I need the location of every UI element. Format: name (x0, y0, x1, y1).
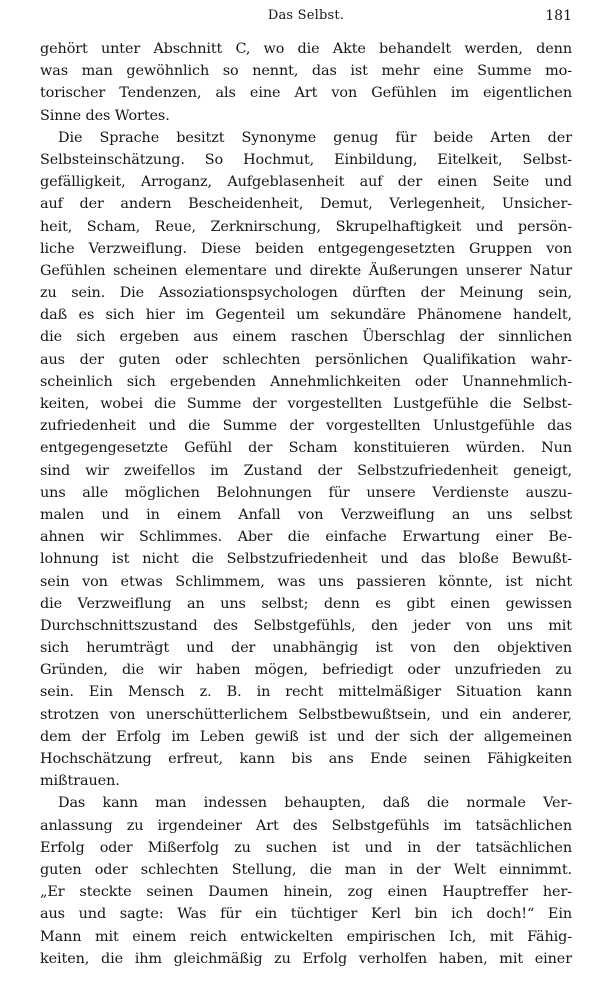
text-line: sein. Ein Mensch z. B. in recht mittelmäßiger Situation kann (40, 684, 572, 701)
text-line: die Verzweiflung an uns selbst; denn es gibt einen gewissen (40, 595, 572, 612)
text-line: Das kann man indessen behaupten, daß die normale Ver- (58, 795, 572, 812)
text-line: Durchschnittszustand des Selbstgefühls, den jeder von uns mit (40, 617, 572, 634)
body-text (40, 38, 572, 970)
text-line: liche Verzweiflung. Diese beiden entgegengesetzten Gruppen von (40, 240, 572, 257)
page-number: 181 (545, 8, 572, 24)
text-line: uns alle möglichen Belohnungen für unsere Verdienste auszu- (40, 484, 572, 501)
text-line: Mann mit einem reich entwickelten empirischen Ich, mit Fähig- (40, 928, 572, 945)
text-line: die sich ergeben aus einem raschen Überschlag der sinnlichen (40, 329, 572, 346)
text-line: auf der andern Bescheidenheit, Demut, Verlegenheit, Unsicher- (40, 196, 572, 213)
text-line: dem der Erfolg im Leben gewiß ist und der sich der allgemeinen (40, 728, 572, 745)
text-line: keiten, die ihm gleichmäßig zu Erfolg verholfen haben, mit einer (40, 950, 572, 967)
running-title: Das Selbst. (267, 8, 345, 23)
text-line: ahnen wir Schlimmes. Aber die einfache Erwartung einer Be- (40, 529, 572, 546)
text-line: gefälligkeit, Arroganz, Aufgeblasenheit auf der einen Seite und (40, 174, 572, 191)
text-line: zu sein. Die Assoziationspsychologen dürften der Meinung sein, (40, 285, 572, 302)
text-line: sind wir zweifellos im Zustand der Selbstzufriedenheit geneigt, (40, 462, 572, 479)
text-line: Hochschätzung erfreut, kann bis ans Ende seinen Fähigkeiten (40, 751, 572, 767)
text-line: entgegengesetzte Gefühl der Scham konstituieren würden. Nun (40, 440, 572, 457)
text-line: Sinne des Wortes. (40, 107, 170, 124)
text-line: torischer Tendenzen, als eine Art von Gefühlen im eigentlichen (40, 85, 572, 102)
text-line: mißtrauen. (40, 773, 120, 790)
text-line: „Er steckte seinen Daumen hinein, zog einen Hauptreffer her- (40, 884, 572, 901)
text-line: keiten, wobei die Summe der vorgestellten Lustgefühle die Selbst- (40, 396, 572, 412)
page-header (40, 8, 572, 28)
text-line: malen und in einem Anfall von Verzweiflung an uns selbst (40, 506, 572, 523)
text-line: aus der guten oder schlechten persönlichen Qualifikation wahr- (40, 351, 572, 368)
text-line: was man gewöhnlich so nennt, das ist mehr eine Summe mo- (40, 63, 572, 80)
text-line: daß es sich hier im Gegenteil um sekundäre Phänomene handelt, (40, 307, 572, 324)
text-line: Erfolg oder Mißerfolg zu suchen ist und in der tatsächlichen (40, 839, 572, 856)
text-line: aus und sagte: Was für ein tüchtiger Kerl bin ich doch!“ Ein (40, 906, 572, 923)
text-line: anlassung zu irgendeiner Art des Selbstgefühls im tatsächlichen (40, 817, 572, 834)
text-line: zufriedenheit und die Summe der vorgestellten Unlustgefühle das (40, 418, 572, 435)
text-line: gehört unter Abschnitt C, wo die Akte behandelt werden, denn (40, 41, 572, 57)
text-line: sich herumträgt und der unabhängig ist von den objektiven (40, 640, 572, 657)
text-line: strotzen von unerschütterlichem Selbstbewußtsein, und ein anderer, (40, 706, 572, 723)
text-line: Die Sprache besitzt Synonyme genug für beide Arten der (58, 129, 572, 146)
text-line: guten oder schlechten Stellung, die man in der Welt einnimmt. (40, 861, 572, 878)
text-line: lohnung ist nicht die Selbstzufriedenheit und das bloße Bewußt- (40, 551, 572, 568)
text-line: Gründen, die wir haben mögen, befriedigt oder unzufrieden zu (40, 662, 572, 679)
text-line: Gefühlen scheinen elementare und direkte Äußerungen unserer Natur (40, 262, 572, 279)
text-line: Selbsteinschätzung. So Hochmut, Einbildung, Eitelkeit, Selbst- (40, 151, 572, 168)
text-line: heit, Scham, Reue, Zerknirschung, Skrupelhaftigkeit und persön- (40, 218, 572, 235)
text-line: scheinlich sich ergebenden Annehmlichkeiten oder Unannehmlich- (40, 373, 572, 390)
text-line: sein von etwas Schlimmem, was uns passieren könnte, ist nicht (40, 573, 572, 590)
